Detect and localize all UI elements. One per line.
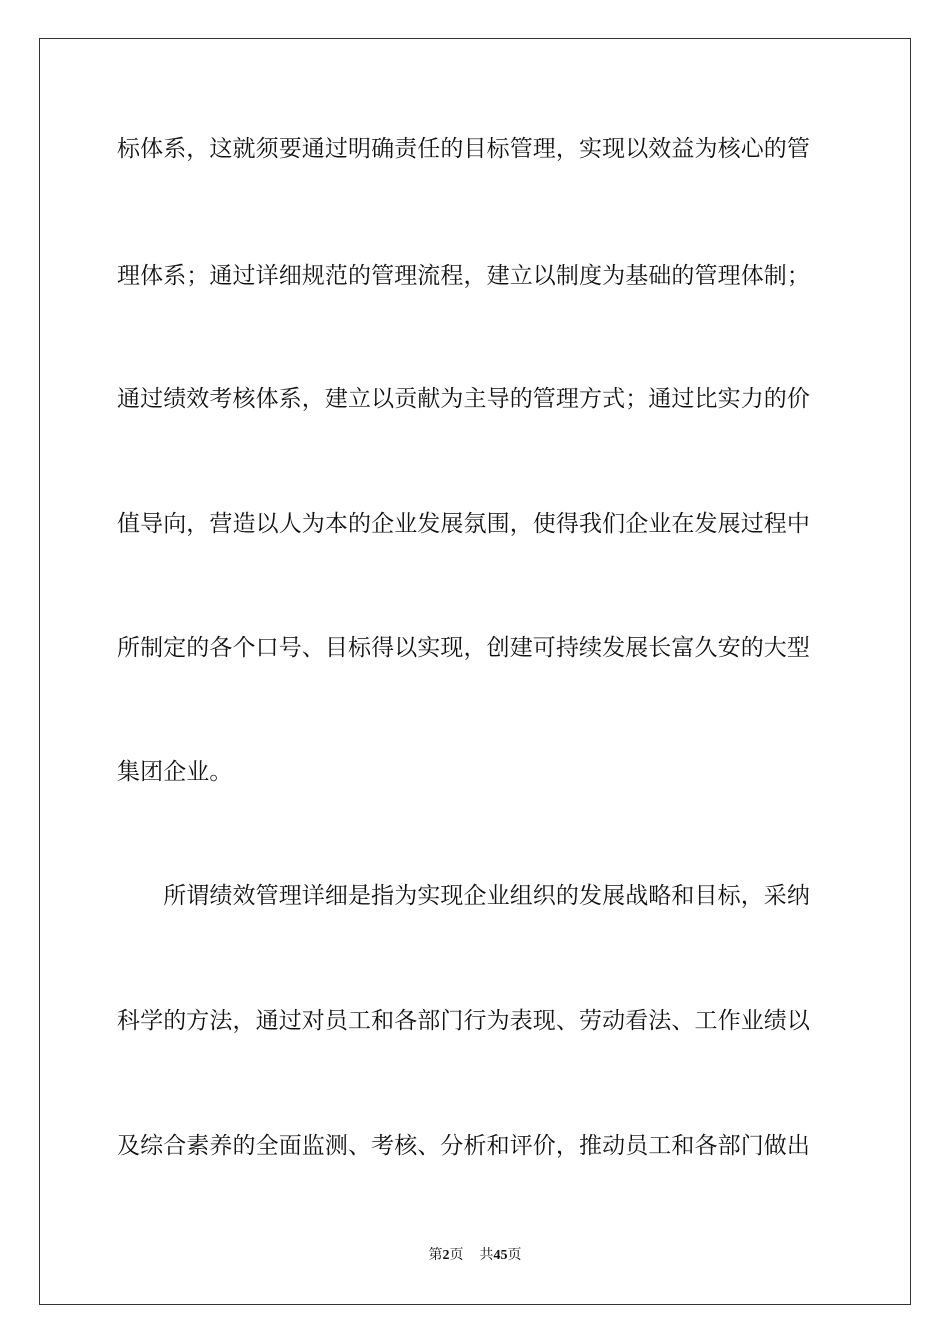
text-line-1: 标体系，这就须要通过明确责任的目标管理，实现以效益为核心的管 (117, 136, 810, 162)
text-line-5: 所制定的各个口号、目标得以实现，创建可持续发展长富久安的大型 (117, 635, 810, 661)
text-line-8: 科学的方法，通过对员工和各部门行为表现、劳动看法、工作业绩以 (117, 1008, 810, 1034)
footer-page-suffix: 页 (449, 1248, 464, 1263)
text-line-6: 集团企业。 (117, 759, 233, 785)
text-line-7: 所谓绩效管理详细是指为实现企业组织的发展战略和目标，采纳 (117, 883, 810, 909)
text-line-2: 理体系；通过详细规范的管理流程，建立以制度为基础的管理体制； (117, 263, 810, 289)
text-line-9: 及综合素养的全面监测、考核、分析和评价，推动员工和各部门做出 (117, 1133, 810, 1159)
text-line-3: 通过绩效考核体系，建立以贡献为主导的管理方式；通过比实力的价 (117, 386, 810, 412)
footer-total-prefix: 共 (479, 1248, 494, 1263)
text-line-4: 值导向，营造以人为本的企业发展氛围，使得我们企业在发展过程中 (117, 511, 810, 537)
footer-page-number: 2 (442, 1248, 450, 1263)
footer-page-prefix: 第 (428, 1248, 443, 1263)
page-border (39, 38, 911, 1305)
footer-total-pages: 45 (493, 1248, 508, 1263)
footer-total-suffix: 页 (507, 1248, 522, 1263)
page-footer (0, 1246, 950, 1266)
